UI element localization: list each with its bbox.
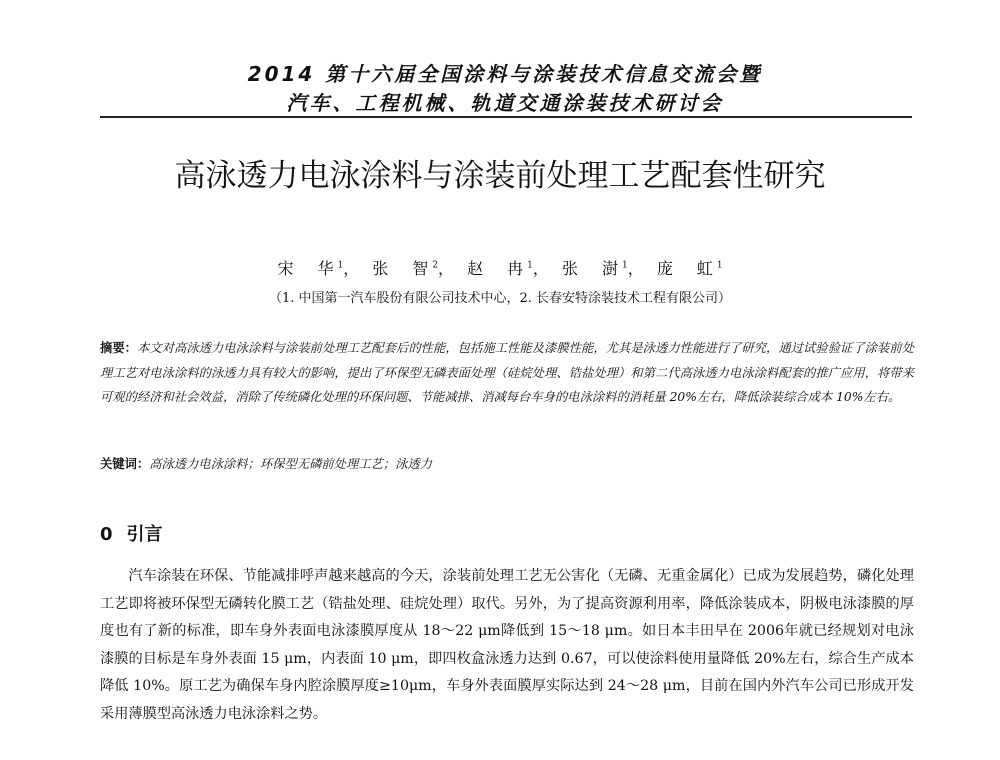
section-heading [100, 520, 163, 546]
header-rule [100, 116, 912, 118]
paragraph: 汽车涂装在环保、节能减排呼声越来越高的今天，涂装前处理工艺无公害化（无磷、无重金属化）已成为发展趋势，磷化处理工艺即将被环保型无磷转化膜工艺（锆盐处理、硅烷处理）取代。另外，为了提高资源利用率，降低涂装成本，阴极电泳漆膜的厚度也有了新的标准，即车身外表面电泳漆膜厚度从 18～22 μm降低到 15～18 μm。如日本丰田早在 2006年就已经规划对电泳漆膜的目标是车身外表面 15 μm，内表面 10 μm，即四枚盒泳透力达到 0.67，可以使涂料使用量降低 20%左右，综合生产成本降低 10%。原工艺为确保车身内腔涂膜厚度≥10μm，车身外表面膜厚实际达到 24～28 μm，目前在国内外汽车公司已形成开发采用薄膜型高泳透力电泳涂料之势。 [100, 568, 914, 722]
abstract-label: 摘要： [100, 341, 138, 355]
author: 张 智$^2$ [372, 259, 439, 278]
body-text [100, 563, 914, 729]
keywords [100, 452, 914, 476]
author: 宋 华$^1$ [277, 259, 344, 278]
conference-header-line2: 汽车、工程机械、轨道交通涂装技术研讨会 [286, 91, 724, 115]
section-title: 引言 [126, 524, 163, 545]
conference-header-line1: 2014 第十六届全国涂料与涂装技术信息交流会暨 [247, 62, 763, 86]
abstract [100, 336, 914, 410]
affiliations: （1. 中国第一汽车股份有限公司技术中心，2. 长春安特涂装技术工程有限公司） [268, 291, 732, 306]
abstract-text: 本文对高泳透力电泳涂料与涂装前处理工艺配套后的性能，包括施工性能及漆膜性能，尤其是泳透力性能进行了研究，通过试验验证了涂装前处理工艺对电泳涂料的泳透力具有较大的影响，提出了环保型无磷表面处理（硅烷处理、锆盐处理）和第二代高泳透力电泳涂料配套的推广应用，将带来可观的经济和社会效益，消除了传统磷化处理的环保问题、节能减排、消减每台车身的电泳涂料的消耗量 20%左右，降低涂装综合成本 10%左右。 [100, 341, 914, 404]
author-list: 宋 华$^1$， 张 智$^2$， 赵 冉$^1$， 张 澍$^1$， 庞 虹$^1$ [277, 259, 723, 278]
keywords-label: 关键词： [100, 457, 150, 471]
author: 赵 冉$^1$ [467, 259, 533, 278]
section-number: 0 [100, 524, 113, 545]
author: 庞 虹$^1$ [656, 259, 723, 278]
keywords-text: 高泳透力电泳涂料；环保型无磷前处理工艺；泳透力 [149, 457, 433, 471]
paper-title: 高泳透力电泳涂料与涂装前处理工艺配套性研究 [174, 158, 826, 194]
author: 张 澍$^1$ [561, 259, 628, 278]
